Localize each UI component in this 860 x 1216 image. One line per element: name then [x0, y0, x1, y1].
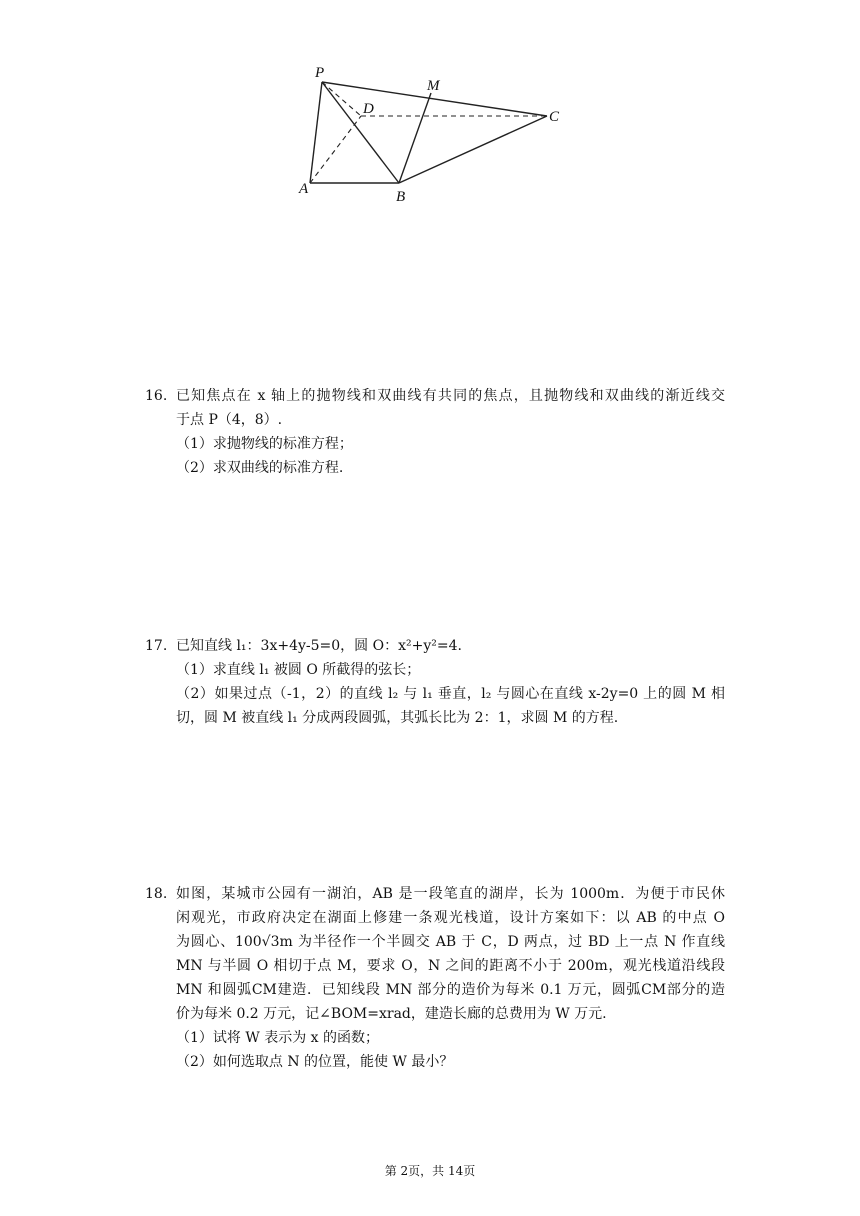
problem-line: 于点 P（4，8）.	[176, 412, 283, 428]
problem-17	[145, 634, 725, 730]
sub-question: （1）求抛物线的标准方程；	[176, 436, 353, 452]
label-B: B	[396, 189, 406, 205]
problem-body	[176, 634, 725, 730]
problem-number: 17.	[145, 638, 168, 654]
label-A: A	[299, 181, 309, 197]
problem-body	[176, 882, 725, 1074]
problem-line: 为圆心、100√3m 为半径作一个半圆交 AB 于 C，D 两点，过 BD 上一点 N 作直线	[176, 934, 725, 950]
sub-question: （2）如果过点（-1，2）的直线 l₂ 与 l₁ 垂直，l₂ 与圆心在直线 x-2y=0 上的圆 M 相	[176, 686, 725, 702]
problem-number: 18.	[145, 886, 168, 902]
edge-BC	[399, 116, 547, 183]
edge-PA	[310, 82, 322, 183]
problem-body	[176, 384, 725, 480]
problem-line: 如图，某城市公园有一湖泊，AB 是一段笔直的湖岸，长为 1000m．为便于市民休	[176, 886, 725, 902]
problem-line: 价为每米 0.2 万元，记∠BOM=xrad，建造长廊的总费用为 W 万元.	[176, 1006, 607, 1022]
label-D: D	[363, 101, 374, 117]
label-C: C	[549, 109, 560, 125]
problem-line: 已知直线 l₁：3x+4y-5=0，圆 O：x²+y²=4.	[176, 638, 462, 654]
edge-BM	[399, 93, 431, 183]
problem-line: 闲观光，市政府决定在湖面上修建一条观光栈道，设计方案如下：以 AB 的中点 O	[176, 910, 725, 926]
sub-question: （1）求直线 l₁ 被圆 O 所截得的弦长；	[176, 662, 421, 678]
problem-line: MN 和圆弧CM建造．已知线段 MN 部分的造价为每米 0.1 万元，圆弧CM部分的造	[176, 982, 725, 998]
label-P: P	[315, 65, 325, 81]
geometry-figure	[290, 62, 580, 212]
page-footer: 第 2页，共 14页	[384, 1164, 476, 1178]
problem-18	[145, 882, 725, 1074]
problem-16	[145, 384, 725, 480]
edge-PB	[322, 82, 399, 183]
edge-AD	[310, 116, 361, 183]
problem-line: MN 与半圆 O 相切于点 M，要求 O，N 之间的距离不小于 200m，观光栈道沿线段	[176, 958, 725, 974]
sub-question: 切，圆 M 被直线 l₁ 分成两段圆弧，其弧长比为 2：1，求圆 M 的方程.	[176, 710, 619, 726]
sub-question: （1）试将 W 表示为 x 的函数；	[176, 1030, 379, 1046]
problem-number: 16.	[145, 388, 168, 404]
problem-line: 已知焦点在 x 轴上的抛物线和双曲线有共同的焦点，且抛物线和双曲线的渐近线交	[176, 388, 725, 404]
label-M: M	[427, 78, 440, 94]
sub-question: （2）求双曲线的标准方程.	[176, 460, 344, 476]
sub-question: （2）如何选取点 N 的位置，能使 W 最小？	[176, 1054, 454, 1070]
